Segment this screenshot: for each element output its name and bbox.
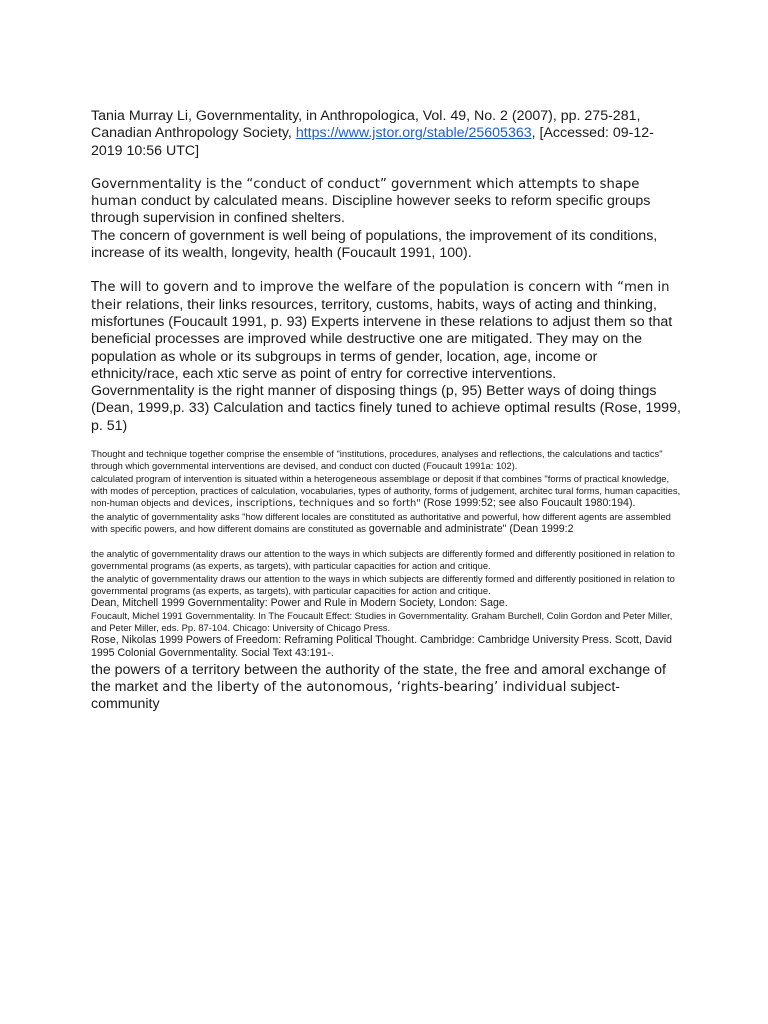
paragraph-tail: and the liberty of the autonomous, ‘rights-bearing’ individual (158, 680, 567, 696)
paragraph-governmentality-definition (91, 176, 681, 228)
paragraph-lead: Governmentality is the “conduct of conduct” government which attempts to shape human (91, 176, 640, 210)
paragraph-powers-of-territory (91, 662, 681, 714)
paragraph-tail: devices, inscriptions, techniques and so forth" (188, 498, 421, 510)
reference-rose-rest: 1999 Powers of Freedom: Reframing Political Thought. Cambridge: Cambridge University Press. Scott, David 1995 Colonial Governmentality. Social Text 43:191-. (91, 634, 672, 659)
paragraph-lead: the analytic of governmentality asks "how different locales are constituted as authoritative and powerful, how different agents are assembled with specific powers, and how different domains are constituted as (91, 510, 671, 534)
paragraph-end: subject- community (91, 679, 621, 713)
paragraph-end: (Rose 1999:52; see also Foucault 1980:194). (423, 497, 636, 510)
paragraph-rest: relations, their links resources, territory, customs, habits, ways of acting and thinking, misfortunes (Foucault 1991, p. 93) Experts intervene in these relations to adjust them so that beneficial processes are improved while destructive one are mitigated. They may on the population as whole or its subgroups in terms of gender, location, age, income or ethnicity/race, each xtic serve as point of entry for corrective interventions. (91, 296, 673, 382)
paragraph-calculated-program (91, 473, 681, 511)
paragraph-right-manner: Governmentality is the right manner of disposing things (p, 95) Better ways of doing things (Dean, 1999,p. 33) Calculation and tactics finely tuned to achieve optimal results (Rose, 1999, p. 51) (91, 383, 681, 434)
paragraph-lead: The will to govern and to improve the welfare of the population is concern with “men in their (91, 280, 670, 313)
paragraph-analytic-subjects-1: the analytic of governmentality draws our attention to the ways in which subjects are differently formed and differently positioned in relation to governmental programs (as experts, as targets), with particular capacities for action and critique. (91, 548, 675, 572)
citation-accessed: , [Accessed: 09-12-2019 10:56 UTC] (91, 125, 654, 159)
citation (91, 108, 681, 160)
citation-text: Tania Murray Li, Governmentality, in Anthropologica, Vol. 49, No. 2 (2007), pp. 275-281, Canadian Anthropology Society, (91, 108, 641, 142)
paragraph-analytic-locales (91, 511, 681, 536)
paragraph-lead: the powers of a territory between the authority of the state, the free and amoral exchange of the market (91, 661, 666, 696)
paragraph-will-to-govern (91, 279, 681, 383)
document-page (91, 108, 681, 714)
reference-rose (91, 634, 681, 659)
reference-dean: Dean, Mitchell 1999 Governmentality: Power and Rule in Modern Society, London: Sage. (91, 597, 508, 610)
paragraph-thought-technique: Thought and technique together comprise the ensemble of "institutions, procedures, analyses and reflections, the calculations and tactics" through which governmental interventions are devised, and conduct con ducted (Foucault 1991a: 102). (91, 448, 663, 472)
paragraph-concern-of-government: The concern of government is well being of populations, the improvement of its conditions, increase of its wealth, longevity, health (Foucault 1991, 100). (91, 227, 658, 262)
jstor-link[interactable]: https://www.jstor.org/stable/25605363 (295, 125, 532, 142)
paragraph-analytic-subjects-2: the analytic of governmentality draws our attention to the ways in which subjects are differently formed and differently positioned in relation to governmental programs (as experts, as targets), with particular capacities for action and critique. (91, 572, 675, 597)
reference-foucault: Foucault, Michel 1991 Governmentality. In The Foucault Effect: Studies in Governmentality. Graham Burchell, Colin Gordon and Peter Miller, and Peter Miller, eds. Pp. 87-104. Chicago: University of Chicago Press. (91, 609, 673, 633)
paragraph-tail: governable and administrate" (Dean 1999:2 (365, 522, 574, 535)
paragraph-rest: conduct by calculated means. Discipline however seeks to reform specific groups through supervision in confined shelters. (91, 193, 651, 227)
paragraph-lead: calculated program of intervention is situated within a heterogeneous assemblage or deposit if that combines "forms of practical knowledge, with modes of perception, practices of calculation, vocabularies, types of authority, forms of judgement, architec tural forms, human capacities, non-human objects and (91, 472, 681, 509)
reference-rose-name: Rose, Nikolas (91, 634, 157, 647)
